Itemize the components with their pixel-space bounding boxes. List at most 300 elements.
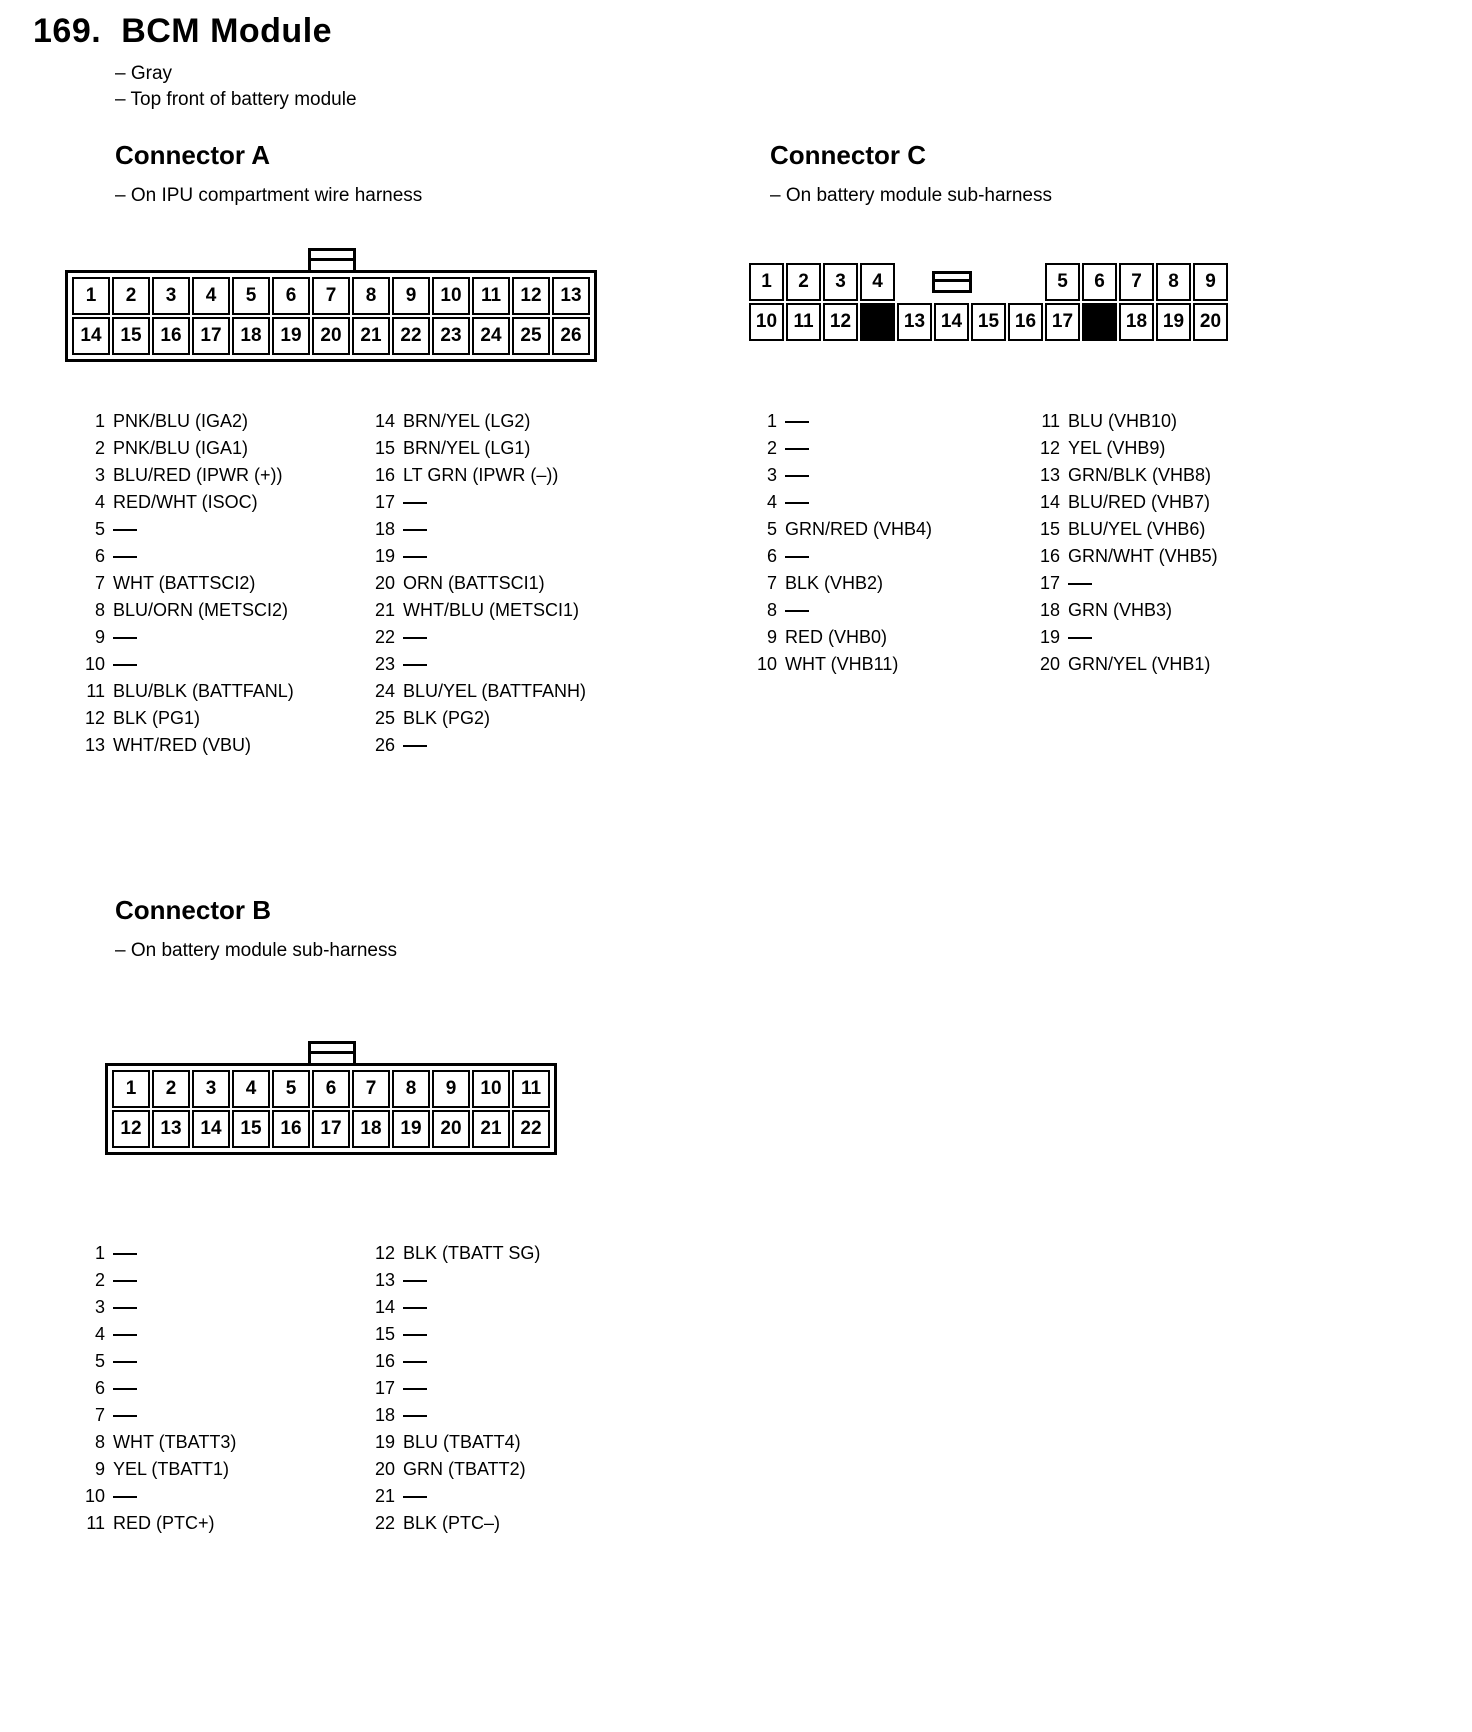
pin-label: RED (VHB0) — [785, 627, 888, 647]
pin-number: 20 — [374, 1459, 395, 1479]
gap-cell — [897, 263, 932, 301]
pin-cell: 23 — [432, 317, 470, 355]
pin-label: BLK (VHB2) — [785, 573, 884, 593]
connector-a-pins-left — [75, 408, 365, 759]
pin-label — [403, 1270, 427, 1291]
pin-number: 3 — [94, 465, 105, 485]
pin-cell: 15 — [112, 317, 150, 355]
pin-cell: 1 — [112, 1070, 150, 1108]
pin-cell: 10 — [432, 277, 470, 315]
pin-cell: 1 — [72, 277, 110, 315]
no-connection-dash — [113, 529, 137, 531]
connector-a-pins-right — [365, 408, 586, 759]
pin-cell: 11 — [512, 1070, 550, 1108]
pin-cell: 4 — [192, 277, 230, 315]
pin-cell: 17 — [312, 1110, 350, 1148]
pin-list-item — [747, 543, 1030, 570]
no-connection-dash — [113, 1415, 137, 1417]
pin-cell: 12 — [512, 277, 550, 315]
no-connection-dash — [785, 448, 809, 450]
pin-cell: 9 — [1193, 263, 1228, 301]
pin-label: GRN (TBATT2) — [403, 1459, 526, 1479]
pin-row — [748, 302, 1229, 342]
pin-label — [113, 654, 137, 675]
pin-list-item — [1030, 516, 1218, 543]
pin-number: 20 — [1039, 654, 1060, 674]
pin-list-item — [365, 1375, 540, 1402]
pin-number: 11 — [86, 681, 105, 701]
pin-list-item — [1030, 651, 1218, 678]
pin-cell: 15 — [232, 1110, 270, 1148]
pin-list-item — [365, 1456, 540, 1483]
pin-number: 4 — [766, 492, 777, 512]
connector-frame — [65, 270, 597, 362]
pin-list-item — [365, 462, 586, 489]
pin-label — [113, 627, 137, 648]
pin-number: 13 — [84, 735, 105, 755]
no-connection-dash — [1068, 583, 1092, 585]
pin-label: ORN (BATTSCI1) — [403, 573, 545, 593]
pin-label — [403, 654, 427, 675]
pin-number: 21 — [374, 600, 395, 620]
pin-number: 5 — [94, 519, 105, 539]
pin-cell: 13 — [897, 303, 932, 341]
pin-number: 23 — [374, 654, 395, 674]
tab-line — [308, 1051, 356, 1054]
pin-label: WHT/RED (VBU) — [113, 735, 251, 755]
no-connection-dash — [403, 1496, 427, 1498]
pin-label — [1068, 627, 1092, 648]
pin-label: PNK/BLU (IGA2) — [113, 411, 249, 431]
pin-number: 18 — [1039, 600, 1060, 620]
connector-c-section — [745, 140, 1305, 780]
no-connection-dash — [113, 1496, 137, 1498]
pin-number: 1 — [94, 411, 105, 431]
pin-label — [113, 1243, 137, 1264]
pin-cell: 6 — [312, 1070, 350, 1108]
pin-label: WHT/BLU (METSCI1) — [403, 600, 580, 620]
pin-row — [71, 276, 591, 316]
pin-number: 10 — [84, 654, 105, 674]
pin-number: 13 — [374, 1270, 395, 1290]
connector-b-diagram — [105, 1041, 557, 1155]
pin-cell: 2 — [112, 277, 150, 315]
connector-key-tab — [932, 271, 972, 293]
pin-number: 4 — [94, 492, 105, 512]
no-connection-dash — [113, 1334, 137, 1336]
pin-label: PNK/BLU (IGA1) — [113, 438, 249, 458]
pin-cell: 17 — [192, 317, 230, 355]
pin-label — [403, 735, 427, 756]
pin-label: GRN/WHT (VHB5) — [1068, 546, 1218, 566]
pin-label — [785, 546, 809, 567]
pin-cell: 18 — [1119, 303, 1154, 341]
pin-cell: 22 — [512, 1110, 550, 1148]
pin-cell: 24 — [472, 317, 510, 355]
pin-list-item — [365, 705, 586, 732]
no-connection-dash — [403, 637, 427, 639]
pin-cell: 3 — [152, 277, 190, 315]
pin-cell: 1 — [749, 263, 784, 301]
pin-number: 16 — [1039, 546, 1060, 566]
pin-list-item — [365, 570, 586, 597]
pin-number: 24 — [374, 681, 395, 701]
pin-list-item — [365, 435, 586, 462]
pin-number: 9 — [94, 1459, 105, 1479]
pin-cell: 5 — [232, 277, 270, 315]
pin-label: BLK (PG1) — [113, 708, 201, 728]
pin-cell: 8 — [352, 277, 390, 315]
pin-list-item — [365, 1483, 540, 1510]
no-connection-dash — [403, 1280, 427, 1282]
pin-label — [403, 519, 427, 540]
pin-number: 10 — [756, 654, 777, 674]
no-connection-dash — [403, 664, 427, 666]
pin-cell: 20 — [1193, 303, 1228, 341]
pin-number: 8 — [94, 600, 105, 620]
pin-label: WHT (BATTSCI2) — [113, 573, 256, 593]
pin-label: BLK (PTC–) — [403, 1513, 501, 1533]
pin-list-item — [75, 597, 365, 624]
pin-list-item — [747, 624, 1030, 651]
pin-list-item — [75, 462, 365, 489]
pin-number: 7 — [766, 573, 777, 593]
pin-cell: 20 — [432, 1110, 470, 1148]
pin-cell: 10 — [472, 1070, 510, 1108]
no-connection-dash — [785, 502, 809, 504]
pin-number: 12 — [1039, 438, 1060, 458]
no-connection-dash — [113, 1388, 137, 1390]
pin-cell: 18 — [352, 1110, 390, 1148]
pin-label — [113, 519, 137, 540]
no-connection-dash — [113, 1280, 137, 1282]
pin-list-item — [75, 1483, 365, 1510]
pin-cell: 26 — [552, 317, 590, 355]
pin-list-item — [75, 732, 365, 759]
page-title — [33, 12, 357, 51]
pin-label: YEL (TBATT1) — [113, 1459, 230, 1479]
pin-list-item — [365, 1240, 540, 1267]
pin-cell: 7 — [352, 1070, 390, 1108]
pin-cell: 7 — [312, 277, 350, 315]
connector-key-tab — [308, 248, 356, 273]
pin-label: GRN (VHB3) — [1068, 600, 1173, 620]
pin-cell: 5 — [1045, 263, 1080, 301]
pin-cell: 21 — [352, 317, 390, 355]
no-connection-dash — [113, 664, 137, 666]
pin-list-item — [1030, 543, 1218, 570]
connector-a-pinlists — [75, 408, 586, 759]
pin-list-item — [365, 597, 586, 624]
no-connection-dash — [403, 1388, 427, 1390]
no-connection-dash — [113, 1307, 137, 1309]
pin-list-item — [75, 651, 365, 678]
no-connection-dash — [113, 1253, 137, 1255]
pin-label — [785, 438, 809, 459]
connector-a-title: Connector A — [115, 140, 271, 170]
no-connection-dash — [113, 556, 137, 558]
pin-label: WHT (VHB11) — [785, 654, 899, 674]
pin-list-item — [365, 489, 586, 516]
pin-number: 8 — [94, 1432, 105, 1452]
pin-list-item — [365, 543, 586, 570]
pin-cell: 18 — [232, 317, 270, 355]
pin-list-item — [1030, 570, 1218, 597]
pin-list-item — [365, 1294, 540, 1321]
pin-label — [403, 1486, 427, 1507]
pin-number: 13 — [1039, 465, 1060, 485]
connector-a-section — [65, 140, 725, 880]
pin-label — [113, 1378, 137, 1399]
pin-number: 8 — [766, 600, 777, 620]
pin-number: 20 — [374, 573, 395, 593]
pin-cell: 12 — [823, 303, 858, 341]
pin-list-item — [75, 1321, 365, 1348]
pin-number: 19 — [374, 546, 395, 566]
pin-label: BLU/RED (VHB7) — [1068, 492, 1211, 512]
pin-list-item — [75, 1348, 365, 1375]
pin-number: 2 — [94, 438, 105, 458]
pin-number: 17 — [374, 492, 395, 512]
pin-list-item — [365, 1429, 540, 1456]
connector-frame — [105, 1063, 557, 1155]
connector-a-note: – On IPU compartment wire harness — [115, 185, 423, 206]
pin-cell: 15 — [971, 303, 1006, 341]
no-connection-dash — [403, 529, 427, 531]
pin-cell: 4 — [232, 1070, 270, 1108]
pin-list-item — [747, 597, 1030, 624]
no-connection-dash — [785, 475, 809, 477]
pin-number: 7 — [94, 1405, 105, 1425]
pin-row — [111, 1069, 551, 1109]
pin-list-item — [75, 1267, 365, 1294]
connector-b-pinlists — [75, 1240, 540, 1537]
pin-cell: 2 — [152, 1070, 190, 1108]
pin-label — [113, 1351, 137, 1372]
no-connection-dash — [403, 745, 427, 747]
pin-list-item — [75, 1294, 365, 1321]
pin-list-item — [747, 651, 1030, 678]
pin-number: 15 — [374, 1324, 395, 1344]
no-connection-dash — [403, 502, 427, 504]
no-connection-dash — [403, 1415, 427, 1417]
pin-number: 7 — [94, 573, 105, 593]
connector-b-pins-right — [365, 1240, 540, 1537]
pin-list-item — [1030, 462, 1218, 489]
connector-c-pins-right — [1030, 408, 1218, 678]
pin-cell: 11 — [472, 277, 510, 315]
blocked-cell — [860, 303, 895, 341]
pin-cell: 6 — [272, 277, 310, 315]
pin-list-item — [75, 1240, 365, 1267]
connector-c-note: – On battery module sub-harness — [770, 185, 1052, 206]
pin-cell: 9 — [432, 1070, 470, 1108]
pin-cell: 20 — [312, 317, 350, 355]
pin-row — [111, 1109, 551, 1149]
pin-list-item — [747, 408, 1030, 435]
pin-list-item — [365, 732, 586, 759]
connector-b-section — [84, 895, 745, 1595]
pin-cell: 13 — [552, 277, 590, 315]
connector-b-title: Connector B — [115, 895, 271, 925]
pin-label: GRN/RED (VHB4) — [785, 519, 933, 539]
no-connection-dash — [785, 421, 809, 423]
no-connection-dash — [113, 1361, 137, 1363]
pin-list-item — [75, 489, 365, 516]
pin-list-item — [747, 489, 1030, 516]
pin-list-item — [1030, 489, 1218, 516]
no-connection-dash — [403, 1361, 427, 1363]
blocked-cell — [1082, 303, 1117, 341]
connector-a-diagram — [65, 248, 597, 362]
pin-list-item — [365, 516, 586, 543]
pin-label: GRN/YEL (VHB1) — [1068, 654, 1211, 674]
pin-list-item — [75, 408, 365, 435]
pin-list-item — [365, 1321, 540, 1348]
connector-b-note: – On battery module sub-harness — [115, 940, 397, 961]
pin-label — [403, 492, 427, 513]
pin-label: BLU/BLK (BATTFANL) — [113, 681, 294, 701]
pin-label — [403, 1351, 427, 1372]
title-text: BCM Module — [121, 12, 333, 50]
no-connection-dash — [785, 556, 809, 558]
pin-number: 3 — [94, 1297, 105, 1317]
pin-cell: 3 — [823, 263, 858, 301]
pin-number: 5 — [94, 1351, 105, 1371]
pin-label — [785, 411, 809, 432]
pin-list-item — [75, 1510, 365, 1537]
pin-list-item — [75, 624, 365, 651]
pin-list-item — [75, 543, 365, 570]
pin-number: 19 — [374, 1432, 395, 1452]
pin-list-item — [365, 678, 586, 705]
pin-cell: 13 — [152, 1110, 190, 1148]
pin-label — [113, 546, 137, 567]
pin-row — [748, 262, 1229, 302]
pin-list-item — [75, 1429, 365, 1456]
pin-label — [113, 1486, 137, 1507]
pin-number: 14 — [374, 411, 395, 431]
pin-number: 16 — [374, 465, 395, 485]
pin-cell: 21 — [472, 1110, 510, 1148]
pin-list-item — [75, 705, 365, 732]
pin-number: 15 — [1039, 519, 1060, 539]
pin-cell: 25 — [512, 317, 550, 355]
pin-cell: 19 — [272, 317, 310, 355]
pin-cell: 17 — [1045, 303, 1080, 341]
pin-number: 9 — [766, 627, 777, 647]
pin-number: 12 — [374, 1243, 395, 1263]
pin-number: 10 — [84, 1486, 105, 1506]
pin-label: BRN/YEL (LG1) — [403, 438, 531, 458]
pin-cell: 5 — [272, 1070, 310, 1108]
pin-cell: 3 — [192, 1070, 230, 1108]
pin-cell: 16 — [152, 317, 190, 355]
pin-number: 19 — [1039, 627, 1060, 647]
pin-list-item — [1030, 408, 1218, 435]
pin-label — [403, 546, 427, 567]
pin-number: 11 — [1041, 411, 1060, 431]
connector-b-pins-left — [75, 1240, 365, 1537]
pin-number: 12 — [84, 708, 105, 728]
pin-number: 6 — [94, 546, 105, 566]
pin-number: 17 — [374, 1378, 395, 1398]
pin-cell: 8 — [1156, 263, 1191, 301]
pin-number: 5 — [766, 519, 777, 539]
pin-cell: 16 — [272, 1110, 310, 1148]
pin-label — [113, 1324, 137, 1345]
no-connection-dash — [113, 637, 137, 639]
pin-list-item — [1030, 597, 1218, 624]
pin-label: BLU/YEL (VHB6) — [1068, 519, 1206, 539]
pin-cell: 12 — [112, 1110, 150, 1148]
pin-label: BLU (VHB10) — [1068, 411, 1178, 431]
pin-label — [403, 1405, 427, 1426]
pin-list-item — [747, 516, 1030, 543]
pin-label — [785, 465, 809, 486]
pin-cell: 22 — [392, 317, 430, 355]
pin-cell: 16 — [1008, 303, 1043, 341]
pin-list-item — [365, 1267, 540, 1294]
pin-number: 25 — [374, 708, 395, 728]
pin-number: 6 — [766, 546, 777, 566]
no-connection-dash — [403, 1307, 427, 1309]
pin-label: WHT (TBATT3) — [113, 1432, 237, 1452]
pin-label: RED (PTC+) — [113, 1513, 215, 1533]
pin-cell: 14 — [934, 303, 969, 341]
pin-label: BLU (TBATT4) — [403, 1432, 521, 1452]
pin-number: 11 — [86, 1513, 105, 1533]
pin-label — [113, 1270, 137, 1291]
pin-list-item — [75, 435, 365, 462]
pin-cell: 19 — [392, 1110, 430, 1148]
pin-list-item — [365, 624, 586, 651]
pin-number: 1 — [94, 1243, 105, 1263]
pin-number: 6 — [94, 1378, 105, 1398]
pin-list-item — [365, 651, 586, 678]
connector-c-diagram — [748, 262, 1229, 342]
pin-list-item — [1030, 435, 1218, 462]
pin-label: RED/WHT (ISOC) — [113, 492, 258, 512]
pin-label: BLU/ORN (METSCI2) — [113, 600, 289, 620]
tab-line — [932, 279, 972, 282]
pin-label: BLK (PG2) — [403, 708, 491, 728]
pin-list-item — [365, 408, 586, 435]
connector-c-pins-left — [747, 408, 1030, 678]
page-notes — [115, 61, 357, 113]
pin-label — [785, 600, 809, 621]
pin-cell: 14 — [72, 317, 110, 355]
pin-number: 26 — [374, 735, 395, 755]
pin-cell: 11 — [786, 303, 821, 341]
pin-label: LT GRN (IPWR (–)) — [403, 465, 559, 485]
pin-label — [403, 1324, 427, 1345]
pin-cell: 8 — [392, 1070, 430, 1108]
pin-label: BRN/YEL (LG2) — [403, 411, 531, 431]
pin-label: BLU/YEL (BATTFANH) — [403, 681, 587, 701]
tab-line — [308, 258, 356, 261]
connector-c-pinlists — [747, 408, 1218, 678]
pin-label — [403, 1297, 427, 1318]
pin-list-item — [747, 435, 1030, 462]
pin-cell: 9 — [392, 277, 430, 315]
pin-number: 22 — [374, 627, 395, 647]
pin-list-item — [75, 1402, 365, 1429]
pin-list-item — [75, 1456, 365, 1483]
pin-number: 1 — [766, 411, 777, 431]
no-connection-dash — [403, 556, 427, 558]
pin-number: 2 — [94, 1270, 105, 1290]
